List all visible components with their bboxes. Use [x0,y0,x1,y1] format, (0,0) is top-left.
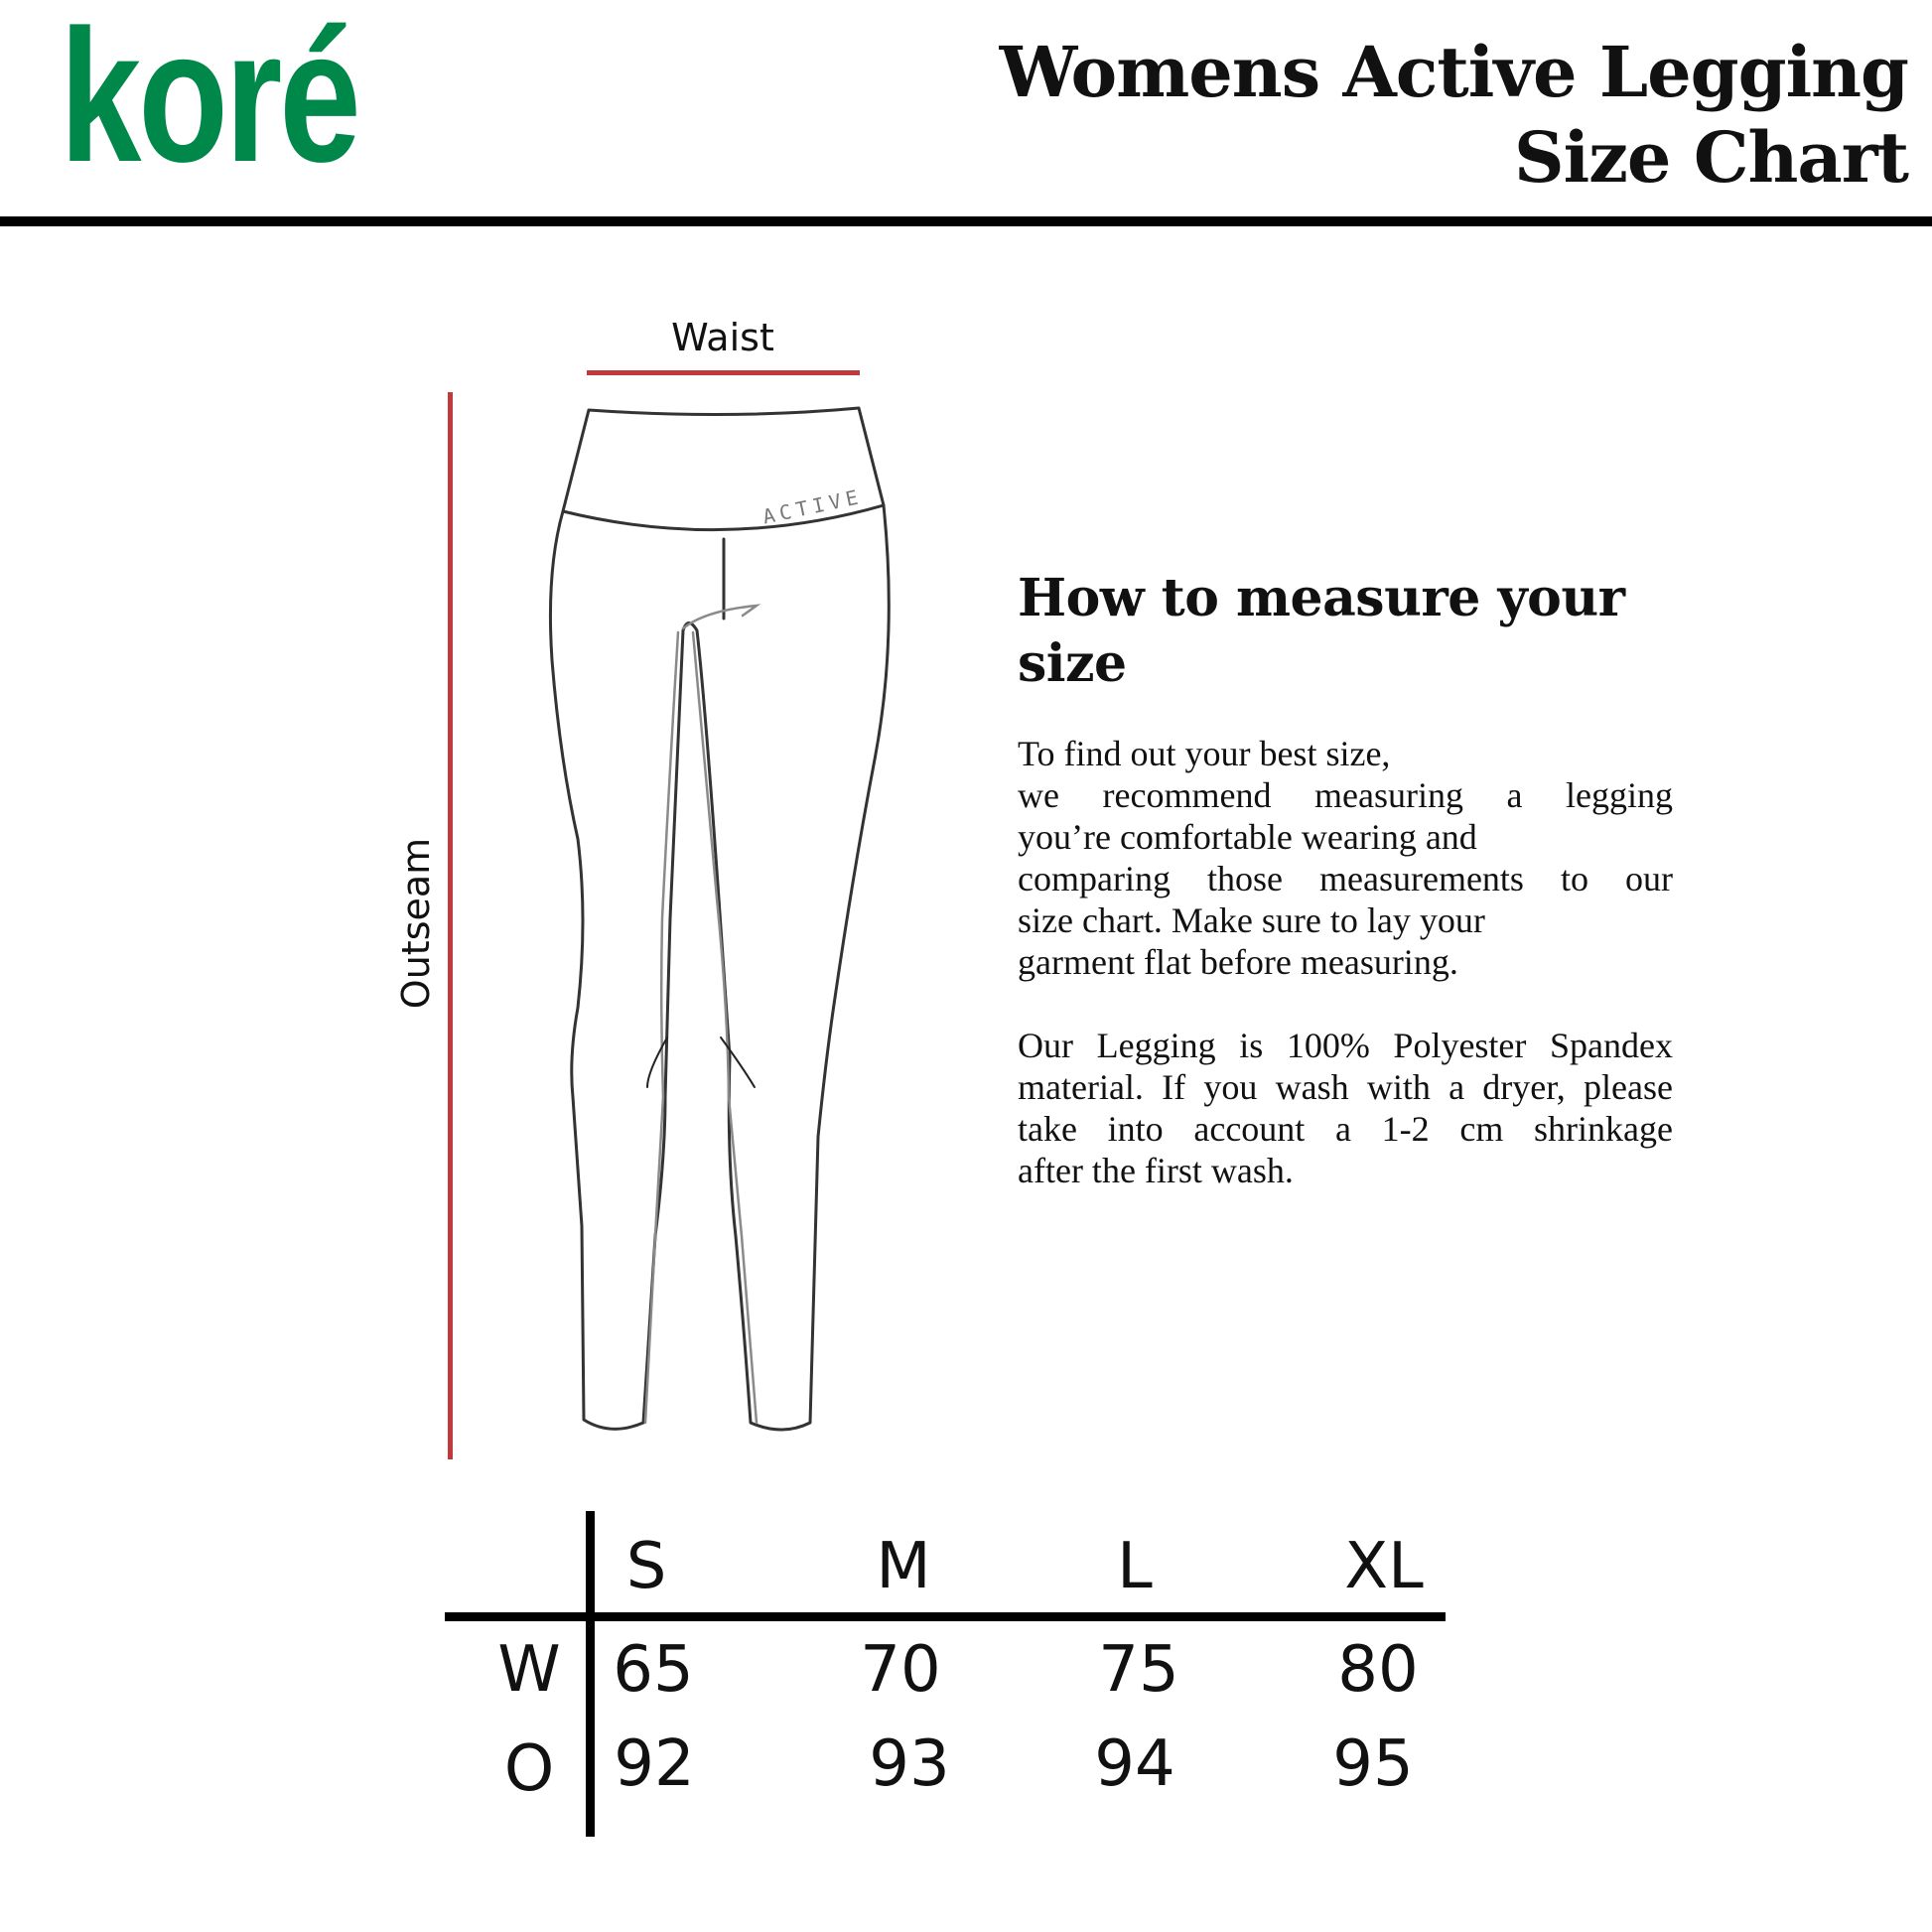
table-cell: 70 [860,1633,941,1707]
para1-line: size chart. Make sure to lay your [1018,900,1485,940]
size-header-xl: XL [1344,1530,1424,1603]
page-title [1000,30,1908,201]
kore-logo: koré [60,0,358,202]
table-cell: 75 [1098,1633,1179,1707]
table-cell: 93 [869,1727,950,1801]
table-cell: 92 [614,1727,695,1801]
para1-line: comparing those measurements to our [1018,859,1673,898]
legging-illustration [536,402,913,1435]
table-horizontal-rule [445,1612,1446,1621]
legging-outline [550,505,889,1430]
table-cell: 94 [1094,1727,1175,1801]
table-cell: 65 [613,1633,694,1707]
para1-line: you’re comfortable wearing and [1018,817,1477,857]
measure-instructions [1018,733,1673,983]
waist-measure-line [587,370,860,375]
title-line-2: Size Chart [1514,116,1908,199]
outseam-measure-line [448,392,453,1459]
table-cell: 80 [1337,1633,1419,1707]
material-note [1018,1025,1673,1191]
size-header-m: M [876,1530,931,1603]
para2-line: after the first wash. [1018,1151,1294,1190]
para1-line: garment flat before measuring. [1018,942,1458,982]
header-divider [0,216,1932,226]
para2-line: material. If you wash with a dryer, please [1018,1067,1673,1107]
title-line-1: Womens Active Legging [999,31,1908,113]
para1-line: we recommend measuring a legging [1018,775,1673,815]
how-to-heading: How to measure your size [1018,568,1625,694]
para2-line: take into account a 1-2 cm shrinkage [1018,1109,1673,1149]
size-header-l: L [1117,1530,1153,1603]
para2-line: Our Legging is 100% Polyester Spandex [1018,1026,1673,1065]
para1-line: To find out your best size, [1018,734,1391,773]
inner-stitch-right [693,632,757,1423]
knee-crease-right [721,1037,755,1087]
waist-label: Waist [671,316,774,359]
waistband-active-text: ACTIVE [760,483,866,529]
row-label-outseam: O [503,1732,555,1806]
table-cell: 95 [1332,1727,1414,1801]
size-header-s: S [625,1530,667,1603]
outseam-label: Outseam [394,837,438,1010]
row-label-waist: W [497,1633,561,1707]
